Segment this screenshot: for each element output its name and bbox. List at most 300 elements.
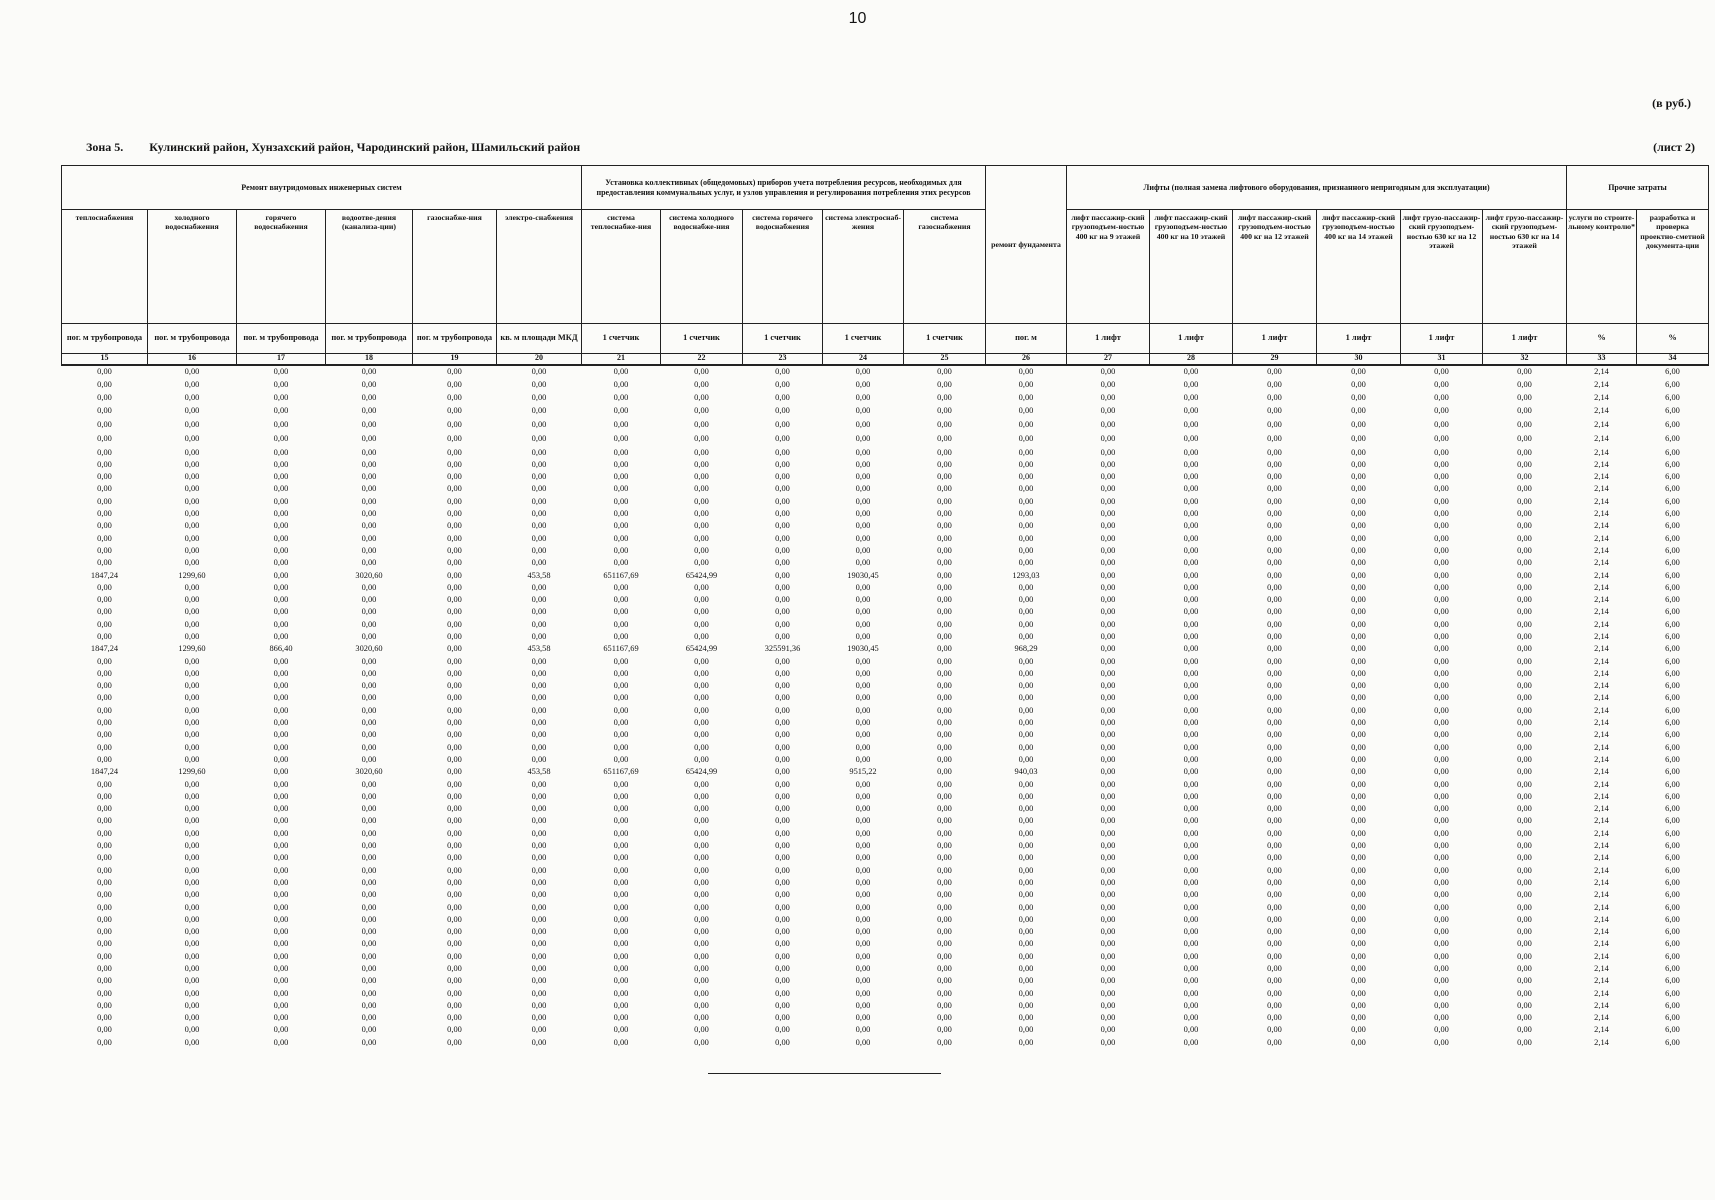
table-cell: 0,00 xyxy=(97,828,112,838)
table-cell: 0,00 xyxy=(447,644,462,654)
bottom-rule xyxy=(708,1073,941,1074)
table-cell: 0,00 xyxy=(531,693,547,703)
table-cell: 2,14 xyxy=(1594,619,1609,629)
table-cell: 0,00 xyxy=(1183,496,1199,506)
table-cell: 0,00 xyxy=(694,976,709,986)
table-cell: 0,00 xyxy=(613,816,629,826)
table-cell: 6,00 xyxy=(1665,631,1680,641)
table-cell: 0,00 xyxy=(775,779,790,789)
table-cell: 0,00 xyxy=(361,890,377,900)
table-cell: 0,00 xyxy=(273,890,289,900)
table-row xyxy=(62,680,1709,692)
table-cell: 0,00 xyxy=(184,681,200,691)
table-cell: 0,00 xyxy=(447,976,462,986)
table-cell: 6,00 xyxy=(1665,668,1680,678)
table-cell: 2,14 xyxy=(1594,607,1609,617)
table-cell: 0,00 xyxy=(694,705,709,715)
table-cell: 0,00 xyxy=(1183,631,1199,641)
unit-cell-18: пог. м трубопровода xyxy=(326,324,413,354)
table-cell: 0,00 xyxy=(273,730,289,740)
table-cell: 0,00 xyxy=(775,693,790,703)
table-cell: 0,00 xyxy=(1267,902,1282,912)
table-cell: 6,00 xyxy=(1665,521,1680,531)
table-cell: 0,00 xyxy=(1351,902,1366,912)
column-number-23: 23 xyxy=(743,354,823,366)
table-cell: 0,00 xyxy=(1267,877,1282,887)
table-cell: 0,00 xyxy=(1267,828,1282,838)
table-cell: 0,00 xyxy=(775,1037,790,1047)
sheet-label: (лист 2) xyxy=(1653,140,1695,154)
table-cell: 0,00 xyxy=(613,1037,629,1047)
table-cell: 0,00 xyxy=(273,406,289,416)
table-cell: 0,00 xyxy=(184,742,200,752)
table-cell: 2,14 xyxy=(1594,447,1609,457)
column-header-18: водоотве-дения (канализа-ции) xyxy=(326,210,413,324)
table-cell: 0,00 xyxy=(937,484,952,494)
table-cell: 0,00 xyxy=(97,939,112,949)
table-cell: 0,00 xyxy=(855,380,871,390)
table-cell: 0,00 xyxy=(775,853,790,863)
table-cell: 0,00 xyxy=(1517,902,1532,912)
group-elevators: Лифты (полная замена лифтового оборудования, признанного непригодным для эксплуатации) xyxy=(1067,166,1567,210)
table-cell: 0,00 xyxy=(1351,393,1366,403)
table-cell: 0,00 xyxy=(1517,447,1532,457)
table-cell: 0,00 xyxy=(855,496,871,506)
table-cell: 0,00 xyxy=(775,816,790,826)
table-cell: 0,00 xyxy=(1100,533,1116,543)
table-cell: 0,00 xyxy=(775,754,790,764)
table-cell: 2,14 xyxy=(1594,656,1609,666)
table-cell: 2,14 xyxy=(1594,988,1609,998)
table-cell: 0,00 xyxy=(1434,890,1449,900)
table-cell: 0,00 xyxy=(1267,718,1282,728)
table-cell: 2,14 xyxy=(1594,668,1609,678)
table-cell: 0,00 xyxy=(855,619,871,629)
table-cell: 6,00 xyxy=(1665,533,1680,543)
table-row xyxy=(62,447,1709,459)
table-cell: 0,00 xyxy=(1434,366,1449,376)
table-cell: 0,00 xyxy=(937,406,952,416)
table-cell: 0,00 xyxy=(775,890,790,900)
table-cell: 6,00 xyxy=(1665,939,1680,949)
table-cell: 0,00 xyxy=(273,484,289,494)
table-cell: 0,00 xyxy=(273,366,289,376)
table-cell: 0,00 xyxy=(1351,380,1366,390)
table-cell: 0,00 xyxy=(937,976,952,986)
table-cell: 0,00 xyxy=(937,393,952,403)
table-cell: 866,40 xyxy=(269,644,293,654)
table-cell: 6,00 xyxy=(1665,988,1680,998)
table-cell: 0,00 xyxy=(273,521,289,531)
table-row xyxy=(62,926,1709,938)
table-cell: 0,00 xyxy=(855,631,871,641)
table-cell: 453,58 xyxy=(527,767,551,777)
table-cell: 0,00 xyxy=(775,668,790,678)
table-cell: 0,00 xyxy=(1100,545,1116,555)
table-cell: 6,00 xyxy=(1665,420,1680,430)
table-cell: 0,00 xyxy=(1434,1000,1449,1010)
table-cell: 0,00 xyxy=(775,767,790,777)
table-cell: 0,00 xyxy=(1183,927,1199,937)
table-cell: 0,00 xyxy=(1517,607,1532,617)
table-cell: 0,00 xyxy=(1351,668,1366,678)
table-cell: 0,00 xyxy=(613,558,629,568)
table-cell: 6,00 xyxy=(1665,927,1680,937)
table-cell: 0,00 xyxy=(531,656,547,666)
table-cell: 0,00 xyxy=(1183,754,1199,764)
table-cell: 0,00 xyxy=(1100,841,1116,851)
table-cell: 0,00 xyxy=(1018,459,1034,469)
table-cell: 0,00 xyxy=(361,533,377,543)
table-cell: 0,00 xyxy=(1351,754,1366,764)
table-cell: 0,00 xyxy=(447,459,462,469)
table-cell: 0,00 xyxy=(694,484,709,494)
table-cell: 0,00 xyxy=(1183,939,1199,949)
unit-cell-23: 1 счетчик xyxy=(743,324,823,354)
table-cell: 0,00 xyxy=(1351,705,1366,715)
table-cell: 0,00 xyxy=(1351,521,1366,531)
header-foundation: ремонт фундамента xyxy=(986,166,1067,324)
table-cell: 6,00 xyxy=(1665,570,1680,580)
table-cell: 0,00 xyxy=(613,472,629,482)
table-cell: 0,00 xyxy=(613,619,629,629)
table-cell: 0,00 xyxy=(1434,939,1449,949)
table-cell: 0,00 xyxy=(1183,656,1199,666)
table-cell: 0,00 xyxy=(273,742,289,752)
table-cell: 0,00 xyxy=(1434,668,1449,678)
table-cell: 0,00 xyxy=(1517,496,1532,506)
column-number-20: 20 xyxy=(497,354,582,366)
table-cell: 0,00 xyxy=(613,1025,629,1035)
table-cell: 0,00 xyxy=(531,582,547,592)
table-cell: 0,00 xyxy=(613,1013,629,1023)
table-cell: 0,00 xyxy=(447,406,462,416)
table-cell: 0,00 xyxy=(1018,1037,1034,1047)
table-cell: 0,00 xyxy=(613,964,629,973)
table-cell: 0,00 xyxy=(855,484,871,494)
table-cell: 0,00 xyxy=(1100,877,1116,887)
column-number-29: 29 xyxy=(1233,354,1317,366)
table-cell: 0,00 xyxy=(361,545,377,555)
table-cell: 0,00 xyxy=(855,976,871,986)
table-cell: 0,00 xyxy=(1018,939,1034,949)
table-cell: 0,00 xyxy=(1100,779,1116,789)
table-cell: 0,00 xyxy=(1100,631,1116,641)
table-cell: 0,00 xyxy=(447,619,462,629)
table-cell: 0,00 xyxy=(694,718,709,728)
table-cell: 0,00 xyxy=(855,595,871,605)
table-cell: 0,00 xyxy=(855,841,871,851)
table-cell: 0,00 xyxy=(361,841,377,851)
table-cell: 0,00 xyxy=(1267,521,1282,531)
table-cell: 0,00 xyxy=(1351,1000,1366,1010)
table-row xyxy=(62,988,1709,1000)
table-cell: 0,00 xyxy=(1351,927,1366,937)
table-cell: 0,00 xyxy=(273,582,289,592)
table-cell: 0,00 xyxy=(1351,914,1366,924)
table-cell: 6,00 xyxy=(1665,496,1680,506)
table-cell: 0,00 xyxy=(1267,447,1282,457)
table-cell: 2,14 xyxy=(1594,380,1609,390)
table-cell: 0,00 xyxy=(1018,521,1034,531)
table-cell: 0,00 xyxy=(855,1013,871,1023)
table-body xyxy=(62,365,1709,1049)
table-cell: 0,00 xyxy=(184,459,200,469)
table-cell: 2,14 xyxy=(1594,754,1609,764)
table-cell: 0,00 xyxy=(1517,459,1532,469)
table-cell: 0,00 xyxy=(1351,472,1366,482)
table-cell: 0,00 xyxy=(1517,668,1532,678)
table-cell: 0,00 xyxy=(1434,509,1449,519)
table-cell: 0,00 xyxy=(1267,607,1282,617)
table-cell: 0,00 xyxy=(97,1000,112,1010)
table-cell: 2,14 xyxy=(1594,521,1609,531)
table-cell: 0,00 xyxy=(1267,853,1282,863)
table-cell: 0,00 xyxy=(447,754,462,764)
table-cell: 2,14 xyxy=(1594,964,1609,973)
table-cell: 2,14 xyxy=(1594,472,1609,482)
table-cell: 0,00 xyxy=(1351,619,1366,629)
table-cell: 0,00 xyxy=(184,964,200,973)
table-cell: 0,00 xyxy=(855,816,871,826)
table-cell: 0,00 xyxy=(694,533,709,543)
table-cell: 0,00 xyxy=(97,1013,112,1023)
table-cell: 0,00 xyxy=(1517,619,1532,629)
table-cell: 0,00 xyxy=(1183,420,1199,430)
table-cell: 0,00 xyxy=(531,865,547,875)
table-cell: 0,00 xyxy=(1517,877,1532,887)
table-cell: 0,00 xyxy=(694,366,709,376)
table-cell: 0,00 xyxy=(855,853,871,863)
table-row xyxy=(62,963,1709,975)
table-cell: 0,00 xyxy=(1267,804,1282,814)
table-cell: 0,00 xyxy=(447,1013,462,1023)
table-cell: 2,14 xyxy=(1594,804,1609,814)
table-cell: 0,00 xyxy=(1183,730,1199,740)
table-row xyxy=(62,1012,1709,1024)
table-cell: 0,00 xyxy=(694,1037,709,1047)
table-cell: 0,00 xyxy=(1183,582,1199,592)
table-cell: 0,00 xyxy=(775,718,790,728)
table-cell: 0,00 xyxy=(273,877,289,887)
table-cell: 0,00 xyxy=(1517,828,1532,838)
table-cell: 0,00 xyxy=(1517,393,1532,403)
table-cell: 0,00 xyxy=(531,951,547,961)
table-cell: 0,00 xyxy=(1267,841,1282,851)
table-cell: 0,00 xyxy=(1267,754,1282,764)
table-cell: 0,00 xyxy=(855,988,871,998)
table-cell: 0,00 xyxy=(361,988,377,998)
table-cell: 2,14 xyxy=(1594,730,1609,740)
table-cell: 0,00 xyxy=(855,804,871,814)
table-cell: 0,00 xyxy=(775,496,790,506)
table-cell: 0,00 xyxy=(361,595,377,605)
table-cell: 0,00 xyxy=(1100,668,1116,678)
table-cell: 0,00 xyxy=(1100,865,1116,875)
table-row xyxy=(62,938,1709,950)
table-cell: 0,00 xyxy=(775,393,790,403)
table-cell: 0,00 xyxy=(1517,1013,1532,1023)
table-cell: 6,00 xyxy=(1665,366,1680,376)
column-number-24: 24 xyxy=(823,354,904,366)
table-cell: 0,00 xyxy=(1183,964,1199,973)
table-cell: 0,00 xyxy=(1267,582,1282,592)
table-cell: 0,00 xyxy=(775,988,790,998)
table-cell: 0,00 xyxy=(855,668,871,678)
table-cell: 0,00 xyxy=(531,1037,547,1047)
table-cell: 0,00 xyxy=(613,366,629,376)
table-cell: 0,00 xyxy=(273,828,289,838)
table-cell: 0,00 xyxy=(97,533,112,543)
table-row xyxy=(62,668,1709,680)
table-cell: 0,00 xyxy=(613,914,629,924)
column-header-34: разработка и проверка проектно-сметной документа-ции xyxy=(1637,210,1709,324)
table-cell: 0,00 xyxy=(97,472,112,482)
table-cell: 0,00 xyxy=(531,484,547,494)
table-cell: 0,00 xyxy=(775,509,790,519)
table-cell: 0,00 xyxy=(937,742,952,752)
table-cell: 0,00 xyxy=(1267,964,1282,973)
table-cell: 0,00 xyxy=(613,434,629,444)
table-cell: 0,00 xyxy=(1267,705,1282,715)
table-cell: 0,00 xyxy=(184,877,200,887)
table-row xyxy=(62,570,1709,582)
table-row xyxy=(62,729,1709,741)
table-cell: 0,00 xyxy=(273,607,289,617)
table-cell: 0,00 xyxy=(613,447,629,457)
table-cell: 0,00 xyxy=(937,1000,952,1010)
table-cell: 0,00 xyxy=(1018,964,1034,973)
table-row xyxy=(62,496,1709,508)
column-number-27: 27 xyxy=(1067,354,1150,366)
table-row xyxy=(62,471,1709,483)
table-cell: 2,14 xyxy=(1594,976,1609,986)
table-cell: 0,00 xyxy=(1434,877,1449,887)
table-cell: 2,14 xyxy=(1594,705,1609,715)
table-cell: 0,00 xyxy=(1517,656,1532,666)
table-cell: 0,00 xyxy=(1100,1000,1116,1010)
table-cell: 0,00 xyxy=(1018,693,1034,703)
table-cell: 0,00 xyxy=(694,927,709,937)
table-cell: 0,00 xyxy=(184,779,200,789)
table-cell: 0,00 xyxy=(1018,865,1034,875)
unit-cell-17: пог. м трубопровода xyxy=(237,324,326,354)
table-cell: 0,00 xyxy=(775,521,790,531)
table-cell: 0,00 xyxy=(613,509,629,519)
table-cell: 0,00 xyxy=(531,828,547,838)
table-cell: 0,00 xyxy=(1351,1037,1366,1047)
table-cell: 0,00 xyxy=(613,393,629,403)
table-cell: 0,00 xyxy=(447,582,462,592)
table-cell: 0,00 xyxy=(1267,865,1282,875)
table-cell: 0,00 xyxy=(937,668,952,678)
table-cell: 0,00 xyxy=(613,420,629,430)
table-cell: 0,00 xyxy=(1018,434,1034,444)
table-cell: 0,00 xyxy=(184,927,200,937)
table-cell: 0,00 xyxy=(97,841,112,851)
table-cell: 0,00 xyxy=(1183,779,1199,789)
table-cell: 0,00 xyxy=(937,988,952,998)
table-cell: 0,00 xyxy=(1351,718,1366,728)
table-cell: 0,00 xyxy=(184,406,200,416)
table-cell: 0,00 xyxy=(937,890,952,900)
table-cell: 0,00 xyxy=(531,380,547,390)
table-cell: 0,00 xyxy=(1100,939,1116,949)
table-cell: 0,00 xyxy=(1183,1037,1199,1047)
table-cell: 0,00 xyxy=(1517,434,1532,444)
table-cell: 0,00 xyxy=(184,730,200,740)
table-cell: 0,00 xyxy=(361,976,377,986)
table-cell: 0,00 xyxy=(694,1025,709,1035)
table-cell: 0,00 xyxy=(937,472,952,482)
table-cell: 0,00 xyxy=(97,656,112,666)
table-cell: 0,00 xyxy=(1018,754,1034,764)
table-cell: 0,00 xyxy=(447,877,462,887)
table-cell: 0,00 xyxy=(361,877,377,887)
table-cell: 0,00 xyxy=(447,964,462,973)
table-cell: 0,00 xyxy=(97,631,112,641)
table-cell: 0,00 xyxy=(613,828,629,838)
table-cell: 0,00 xyxy=(613,841,629,851)
table-cell: 0,00 xyxy=(531,718,547,728)
column-header-21: система теплоснабже-ния xyxy=(582,210,661,324)
table-cell: 0,00 xyxy=(694,393,709,403)
table-cell: 0,00 xyxy=(97,976,112,986)
table-cell: 2,14 xyxy=(1594,496,1609,506)
table-row xyxy=(62,754,1709,766)
table-cell: 0,00 xyxy=(1267,545,1282,555)
table-cell: 0,00 xyxy=(694,595,709,605)
table-cell: 0,00 xyxy=(694,791,709,801)
table-cell: 0,00 xyxy=(273,1013,289,1023)
table-cell: 6,00 xyxy=(1665,890,1680,900)
table-cell: 0,00 xyxy=(1100,1025,1116,1035)
table-cell: 651167,69 xyxy=(603,644,639,654)
table-cell: 0,00 xyxy=(1018,393,1034,403)
table-cell: 0,00 xyxy=(361,619,377,629)
column-header-31: лифт грузо-пассажир-ский грузоподъем-ностью 630 кг на 12 этажей xyxy=(1401,210,1483,324)
table-cell: 0,00 xyxy=(1100,890,1116,900)
table-cell: 0,00 xyxy=(1351,582,1366,592)
table-cell: 0,00 xyxy=(855,1025,871,1035)
table-cell: 0,00 xyxy=(97,496,112,506)
table-cell: 2,14 xyxy=(1594,570,1609,580)
table-cell: 0,00 xyxy=(1100,681,1116,691)
table-cell: 0,00 xyxy=(1267,406,1282,416)
table-cell: 0,00 xyxy=(447,828,462,838)
table-cell: 1299,60 xyxy=(178,570,206,580)
table-cell: 0,00 xyxy=(447,804,462,814)
table-cell: 0,00 xyxy=(855,1037,871,1047)
table-cell: 0,00 xyxy=(1517,558,1532,568)
table-cell: 0,00 xyxy=(1434,853,1449,863)
table-cell: 0,00 xyxy=(447,841,462,851)
table-cell: 0,00 xyxy=(1351,890,1366,900)
table-cell: 0,00 xyxy=(447,545,462,555)
table-cell: 0,00 xyxy=(531,496,547,506)
table-cell: 0,00 xyxy=(937,841,952,851)
table-cell: 0,00 xyxy=(1351,964,1366,973)
table-cell: 453,58 xyxy=(527,644,551,654)
table-cell: 0,00 xyxy=(855,914,871,924)
table-cell: 0,00 xyxy=(694,472,709,482)
unit-row xyxy=(62,324,1709,354)
table-cell: 0,00 xyxy=(1351,853,1366,863)
table-cell: 1299,60 xyxy=(178,644,206,654)
table-cell: 0,00 xyxy=(775,927,790,937)
table-cell: 0,00 xyxy=(694,939,709,949)
table-cell: 6,00 xyxy=(1665,742,1680,752)
